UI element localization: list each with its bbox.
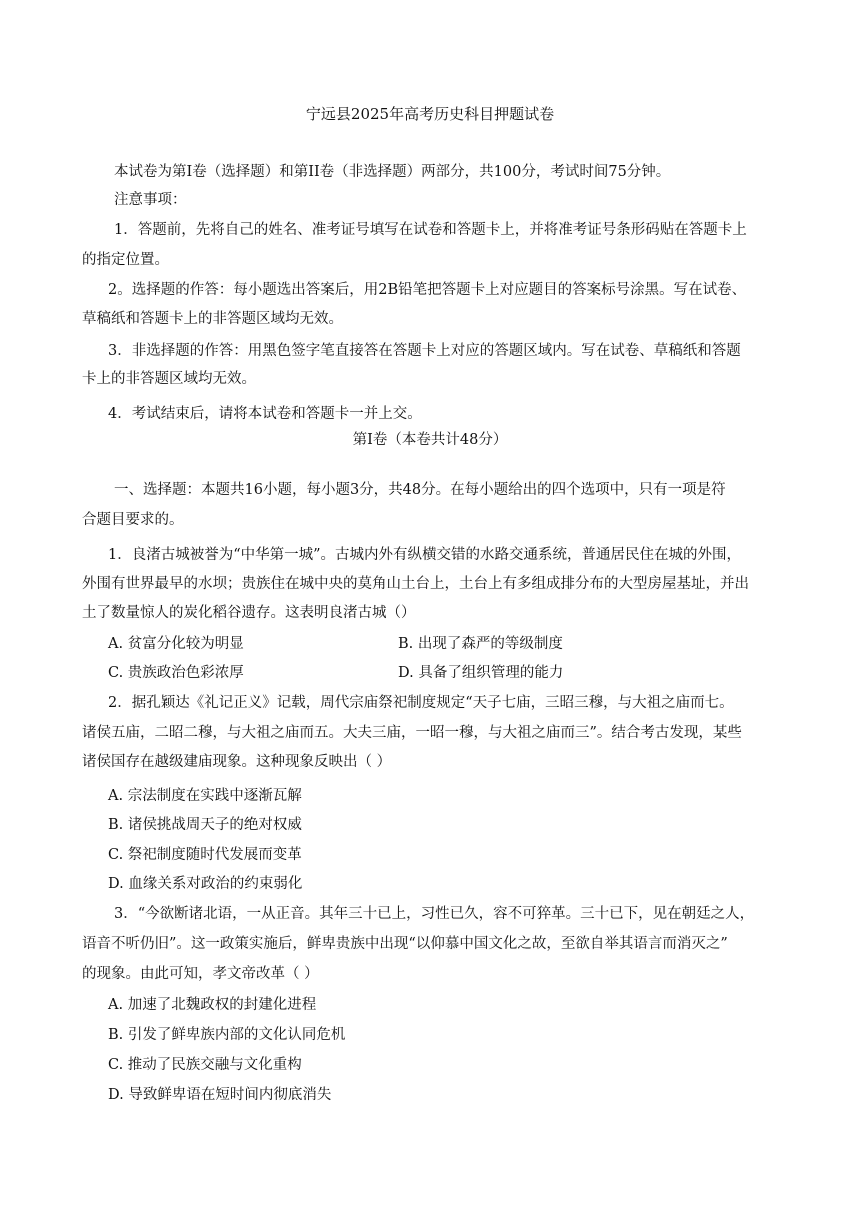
notice-3-line-2: 卡上的非答题区域均无效。 [82, 371, 256, 387]
notice-1-line-2: 的指定位置。 [82, 252, 169, 268]
exam-title: 宁远县2025年高考历史科目押题试卷 [305, 105, 555, 123]
question-3-option-a: A. 加速了北魏政权的封建化进程 [108, 997, 317, 1013]
question-2-option-a: A. 宗法制度在实践中逐渐瓦解 [108, 788, 302, 804]
question-2-option-d: D. 血缘关系对政治的约束弱化 [108, 876, 303, 892]
part-1-instruction-line-1: 一、选择题：本题共16小题，每小题3分，共48分。在每小题给出的四个选项中，只有一项是符 [114, 482, 726, 498]
question-2-option-c: C. 祭祀制度随时代发展而变革 [108, 847, 302, 863]
question-3-option-b: B. 引发了鲜卑族内部的文化认同危机 [108, 1027, 346, 1043]
notice-1-line-1: 1．答题前，先将自己的姓名、准考证号填写在试卷和答题卡上，并将准考证号条形码贴在答题卡上 [114, 222, 747, 238]
question-2-option-b: B. 诸侯挑战周天子的绝对权威 [108, 817, 302, 833]
question-3-line-1: 3．“今欲断诸北语，一从正音。其年三十已上，习性已久，容不可猝革。三十已下，见在朝廷之人， [114, 906, 755, 922]
notice-2-line-1: 2。选择题的作答：每小题选出答案后，用2B铅笔把答题卡上对应题目的答案标号涂黑。写在试卷、 [108, 282, 747, 298]
question-1-option-c: C. 贵族政治色彩浓厚 [108, 665, 244, 681]
question-3-line-3: 的现象。由此可知，孝文帝改革（ ） [82, 966, 319, 982]
question-3-line-2: 语音不听仍旧”。这一政策实施后，鲜卑贵族中出现“以仰慕中国文化之故，至欲自举其语言而消灭之” [82, 936, 728, 952]
notice-3-line-1: 3．非选择题的作答：用黑色签字笔直接答在答题卡上对应的答题区域内。写在试卷、草稿纸和答题 [108, 343, 741, 359]
question-1-line-1: 1．良渚古城被誉为“中华第一城”。古城内外有纵横交错的水路交通系统，普通居民住在城的外围， [108, 547, 742, 563]
section-1-heading: 第I卷（本卷共计48分） [352, 432, 508, 448]
question-2-line-2: 诸侯五庙，二昭二穆，与大祖之庙而五。大夫三庙，一昭一穆，与大祖之庙而三”。结合考古发现，某些 [82, 725, 742, 741]
question-1-option-a: A. 贫富分化较为明显 [108, 636, 244, 652]
question-1-option-b: B. 出现了森严的等级制度 [398, 636, 563, 652]
question-3-option-d: D. 导致鲜卑语在短时间内彻底消失 [108, 1087, 332, 1103]
part-1-instruction-line-2: 合题目要求的。 [82, 512, 184, 528]
notice-heading: 注意事项： [114, 192, 187, 208]
question-1-option-d: D. 具备了组织管理的能力 [398, 665, 564, 681]
notice-4-line-1: 4．考试结束后，请将本试卷和答题卡一并上交。 [108, 406, 422, 422]
question-1-line-3: 土了数量惊人的炭化稻谷遗存。这表明良渚古城（） [82, 605, 416, 621]
question-1-line-2: 外围有世界最早的水坝；贵族住在城中央的莫角山土台上，土台上有多组成排分布的大型房屋基址，并出 [82, 576, 749, 592]
question-3-option-c: C. 推动了民族交融与文化重构 [108, 1057, 302, 1073]
question-2-line-1: 2．据孔颖达《礼记正义》记载，周代宗庙祭祀制度规定“天子七庙，三昭三穆，与大祖之庙而七。 [108, 695, 734, 711]
exam-intro: 本试卷为第I卷（选择题）和第II卷（非选择题）两部分，共100分，考试时间75分钟。 [114, 164, 671, 180]
question-2-line-3: 诸侯国存在越级建庙现象。这种现象反映出（ ） [82, 754, 392, 770]
notice-2-line-2: 草稿纸和答题卡上的非答题区域均无效。 [82, 311, 343, 327]
